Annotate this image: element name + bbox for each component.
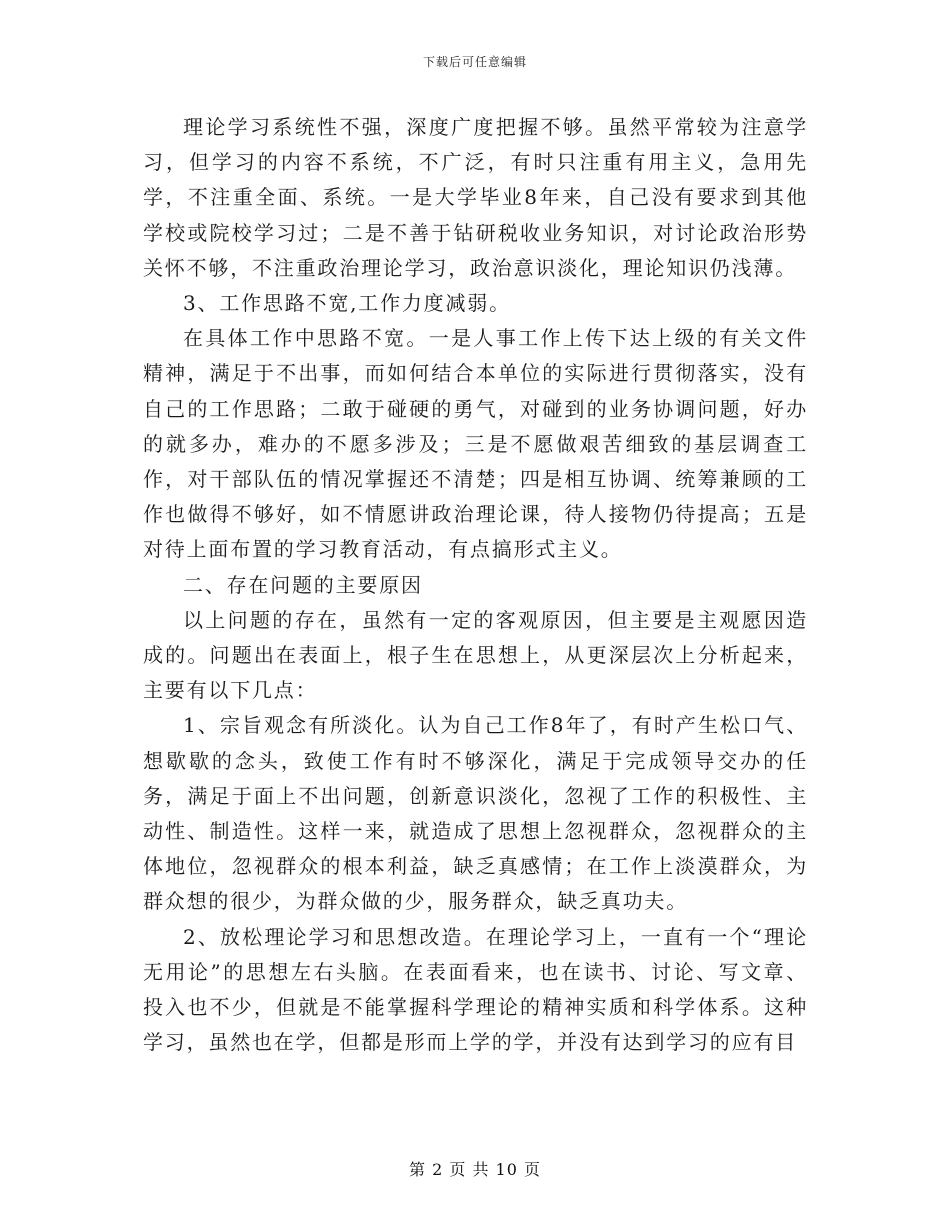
heading-work-approach: 3、工作思路不宽,工作力度减弱。 [183, 291, 511, 316]
paragraph-cause-1: 1、宗旨观念有所淡化。认为自己工作8年了，有时产生松口气、想歇歇的念头，致使工作有时不够深化，满足于完成领导交办的任务，满足于面上不出问题，创新意识淡化，忽视了工作的积极性、主动性、制造性。这样一来，就造成了思想上忽视群众，忽视群众的主体地位，忽视群众的根本利益，缺乏真感情；在工作上淡漠群众，为群众想的很少，为群众做的少，服务群众，缺乏真功夫。 [143, 713, 808, 914]
page-number: 第 2 页 共 10 页 [409, 1160, 541, 1179]
paragraph-theory-study: 理论学习系统性不强，深度广度把握不够。虽然平常较为注意学习，但学习的内容不系统，不广泛，有时只注重有用主义，急用先学，不注重全面、系统。一是大学毕业8年来，自己没有要求到其他学校或院校学习过；二是不善于钻研税收业务知识，对讨论政治形势关怀不够，不注重政治理论学习，政治意识淡化，理论知识仍浅薄。 [143, 115, 808, 280]
heading-main-causes: 二、存在问题的主要原因 [183, 572, 423, 597]
paragraph-cause-2: 2、放松理论学习和思想改造。在理论学习上，一直有一个“理论无用论”的思想左右头脑。在表面看来，也在读书、讨论、写文章、投入也不少，但就是不能掌握科学理论的精神实质和科学体系。这种学习，虽然也在学，但都是形而上学的学，并没有达到学习的应有目 [143, 924, 808, 1055]
paragraph-work-approach: 在具体工作中思路不宽。一是人事工作上传下达上级的有关文件精神，满足于不出事，而如何结合本单位的实际进行贯彻落实，没有自己的工作思路；二敢于碰硬的勇气，对碰到的业务协调问题，好办的就多办，难办的不愿多涉及；三是不愿做艰苦细致的基层调查工作，对干部队伍的情况掌握还不清楚；四是相互协调、统筹兼顾的工作也做得不够好，如不情愿讲政治理论课，待人接物仍待提高；五是对待上面布置的学习教育活动，有点搞形式主义。 [143, 326, 808, 562]
paragraph-causes-intro: 以上问题的存在，虽然有一定的客观原因，但主要是主观愿因造成的。问题出在表面上，根子生在思想上，从更深层次上分析起来，主要有以下几点： [143, 607, 808, 703]
page-header-note: 下载后可任意编辑 [422, 55, 527, 69]
document-body [143, 110, 808, 1060]
